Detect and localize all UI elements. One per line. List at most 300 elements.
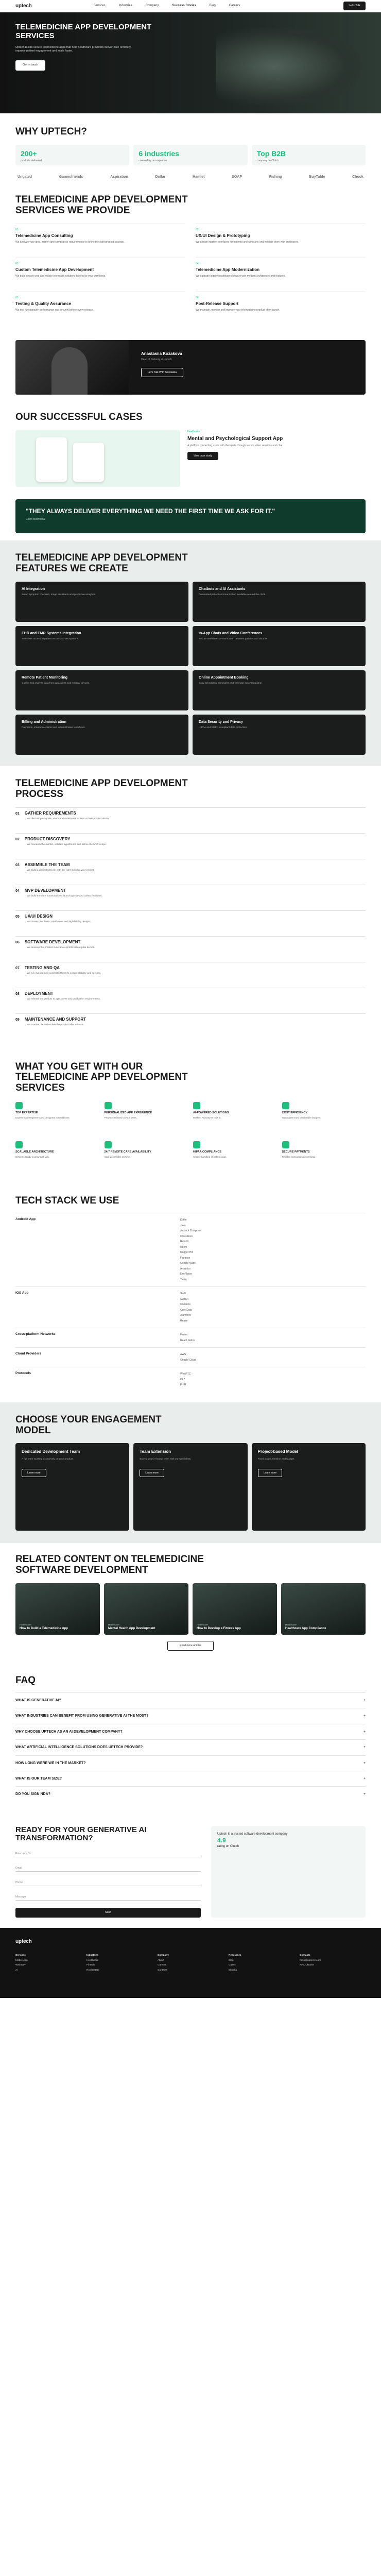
- tech-item: Coroutines: [180, 1234, 193, 1238]
- feature-card: [15, 670, 188, 710]
- stat-label: covered by our expertise: [138, 159, 167, 162]
- trust-panel: [211, 1826, 366, 1918]
- benefit-icon: [105, 1102, 112, 1109]
- engagement-model-section: [0, 1402, 381, 1544]
- footer-link[interactable]: AI: [15, 1969, 18, 1972]
- phone-field[interactable]: Phone: [15, 1875, 201, 1886]
- hero-subtitle: Uptech builds secure telemedicine apps that help healthcare providers deliver care remotely, improve patient engagement and scale faster.: [15, 45, 131, 53]
- case-image: [15, 430, 180, 487]
- faq-question: WHY CHOOSE UPTECH AS AN AI DEVELOPMENT COMPANY?: [15, 1730, 123, 1734]
- footer-heading: Services: [15, 1954, 26, 1957]
- footer-logo[interactable]: uptech: [15, 1938, 32, 1944]
- footer-link[interactable]: hello@uptech.team: [300, 1959, 321, 1962]
- client-logo: Dollar: [155, 175, 166, 179]
- tech-item: WebRTC: [180, 1372, 191, 1376]
- plus-icon: +: [363, 1792, 366, 1797]
- step-desc: We build the core functionality to launch quickly and collect feedback.: [27, 895, 103, 898]
- step-number: 05: [15, 914, 20, 919]
- step-desc: We build a dedicated team with the right skills for your project.: [27, 869, 95, 872]
- stat-card: [252, 145, 366, 165]
- footer-link[interactable]: Fintech: [86, 1964, 95, 1967]
- step-title: SOFTWARE DEVELOPMENT: [24, 939, 81, 944]
- service-number: 05: [15, 296, 19, 300]
- service-desc: We test functionality, performance and security before every release.: [15, 308, 94, 312]
- stat-label: products delivered: [21, 159, 42, 162]
- feature-title: Data Security and Privacy: [199, 720, 243, 724]
- client-logo: Ungated: [18, 175, 32, 179]
- benefit-icon: [282, 1141, 289, 1148]
- service-item: [196, 258, 366, 292]
- step-number: 08: [15, 992, 20, 996]
- model-card: [252, 1443, 366, 1531]
- footer-link[interactable]: Web Dev: [15, 1964, 26, 1967]
- tech-item: Dagger Hilt: [180, 1251, 194, 1255]
- tech-items: [180, 1371, 190, 1388]
- article-tag: Healthcare: [197, 1623, 208, 1626]
- faq-item[interactable]: [15, 1771, 366, 1786]
- benefit-item: [15, 1102, 99, 1136]
- related-title: RELATED CONTENT ON TELEMEDICINE SOFTWARE DEVELOPMENT: [15, 1554, 204, 1576]
- why-section: [0, 113, 381, 184]
- service-number: 04: [196, 262, 199, 266]
- benefit-icon: [15, 1102, 23, 1109]
- article-title: Mental Health App Development: [108, 1627, 155, 1631]
- step-title: UX/UI DESIGN: [24, 913, 53, 919]
- step-desc: We develop the product in iterative sprints with regular demos.: [27, 946, 95, 950]
- feature-title: Remote Patient Monitoring: [22, 675, 68, 680]
- article-card[interactable]: [104, 1583, 188, 1635]
- tech-row: [15, 1286, 366, 1328]
- client-logo: SOAP: [232, 175, 243, 179]
- trust-title: Uptech is a trusted software development company: [217, 1832, 288, 1836]
- benefit-title: SCALABLE ARCHITECTURE: [15, 1150, 54, 1154]
- model-grid: [15, 1443, 366, 1531]
- client-logo: BuyTable: [309, 175, 325, 179]
- feature-title: EHR and EMR Systems Integration: [22, 631, 81, 635]
- article-title: Healthcare App Compliance: [285, 1627, 326, 1631]
- case-card[interactable]: [15, 430, 366, 487]
- trust-stat-label: rating on Clutch: [217, 1845, 239, 1849]
- tech-item: Combine: [180, 1303, 191, 1307]
- benefit-title: TOP EXPERTISE: [15, 1111, 38, 1115]
- footer-link[interactable]: Careers: [158, 1964, 167, 1967]
- logo[interactable]: uptech: [15, 3, 32, 9]
- benefit-title: PERSONALIZED APP EXPERIENCE: [104, 1111, 152, 1115]
- footer-link[interactable]: Contacts: [158, 1969, 167, 1972]
- step-desc: We run manual and automated tests to ensure stability and security.: [27, 972, 101, 975]
- article-title: How to Develop a Fitness App: [197, 1627, 241, 1631]
- tech-title: TECH STACK WE USE: [15, 1195, 119, 1207]
- tech-item: Realm: [180, 1319, 188, 1323]
- feature-card: [193, 670, 366, 710]
- tech-item: Jetpack Compose: [180, 1229, 201, 1233]
- step-desc: We monitor, fix and evolve the product after release.: [27, 1024, 84, 1027]
- service-item: [196, 224, 366, 258]
- stat-value: 200+: [21, 149, 37, 158]
- tech-item: ExoPlayer: [180, 1273, 192, 1276]
- benefit-item: [193, 1141, 277, 1175]
- features-grid: [15, 582, 366, 755]
- footer-column: [158, 1953, 223, 1973]
- feature-title: Chatbots and AI Assistants: [199, 587, 246, 591]
- tech-row: [15, 1367, 366, 1392]
- step-number: 04: [15, 889, 20, 893]
- talk-with-expert-button[interactable]: Let's Talk With Anastasiia: [141, 368, 183, 378]
- faq-question: WHAT ARTIFICIAL INTELLIGENCE SOLUTIONS DOES UPTECH PROVIDE?: [15, 1745, 143, 1750]
- feature-title: AI Integration: [22, 587, 45, 591]
- stat-card: [15, 145, 129, 165]
- step-title: MAINTENANCE AND SUPPORT: [24, 1016, 86, 1022]
- process-title: TELEMEDICINE APP DEVELOPMENT PROCESS: [15, 777, 188, 800]
- nav-item[interactable]: Success Stories: [172, 4, 196, 8]
- service-desc: We maintain, monitor and improve your telemedicine product after launch.: [196, 308, 280, 312]
- feature-desc: Easy scheduling, reminders and calendar synchronization.: [199, 682, 263, 685]
- tech-item: Google Cloud: [180, 1358, 196, 1362]
- step-desc: We create user flows, wireframes and high-fidelity designs.: [27, 921, 91, 924]
- article-card[interactable]: [281, 1583, 366, 1635]
- case-title: Mental and Psychological Support App: [187, 435, 283, 442]
- article-card[interactable]: [15, 1583, 100, 1635]
- feature-desc: Payments, insurance claims and administrative workflows.: [22, 726, 85, 730]
- footer-column: [15, 1953, 81, 1973]
- faq-item[interactable]: [15, 1692, 366, 1708]
- feature-card: [193, 626, 366, 666]
- step-title: ASSEMBLE THE TEAM: [24, 862, 70, 867]
- service-title: Custom Telemedicine App Development: [15, 267, 94, 272]
- benefit-icon: [193, 1102, 200, 1109]
- benefits-grid: [15, 1102, 366, 1175]
- faq-question: WHAT INDUSTRIES CAN BENEFIT FROM USING GENERATIVE AI THE MOST?: [15, 1714, 149, 1718]
- benefit-title: SECURE PAYMENTS: [282, 1150, 310, 1154]
- service-title: UX/UI Design & Prototyping: [196, 233, 250, 238]
- footer-column: [229, 1953, 295, 1973]
- benefit-icon: [105, 1141, 112, 1148]
- tech-items: [180, 1291, 192, 1324]
- model-learn-more-button[interactable]: Learn more: [22, 1469, 46, 1478]
- model-learn-more-button[interactable]: Learn more: [140, 1469, 164, 1478]
- process-step: [15, 1013, 366, 1039]
- feature-title: Online Appointment Booking: [199, 675, 249, 680]
- stat-value: 6 industries: [138, 149, 179, 158]
- model-card: [15, 1443, 129, 1531]
- benefit-item: [193, 1102, 277, 1136]
- model-desc: A full team working exclusively on your product.: [22, 1458, 74, 1461]
- nav-item[interactable]: Careers: [229, 4, 240, 8]
- step-number: 09: [15, 1018, 20, 1022]
- nav-item[interactable]: Blog: [209, 4, 216, 8]
- benefit-icon: [193, 1141, 200, 1148]
- model-desc: Extend your in-house team with our specialists.: [140, 1458, 192, 1461]
- tech-stack-section: [0, 1185, 381, 1402]
- contact-title: READY FOR YOUR GENERATIVE AI TRANSFORMATION?: [15, 1825, 147, 1843]
- tech-item: React Native: [180, 1338, 195, 1342]
- benefit-item: [282, 1141, 366, 1175]
- footer-link[interactable]: About: [158, 1959, 164, 1962]
- tech-item: FHIR: [180, 1383, 186, 1387]
- case-desc: A platform connecting users with therapists through secure video sessions and chat.: [187, 444, 283, 447]
- benefit-desc: Reliable transaction processing.: [282, 1155, 316, 1158]
- model-title: CHOOSE YOUR ENGAGEMENT MODEL: [15, 1414, 162, 1436]
- article-tag: Healthcare: [108, 1623, 119, 1626]
- cases-section: [0, 399, 381, 492]
- footer-link[interactable]: Mobile App: [15, 1959, 28, 1962]
- feature-desc: Smart symptom checkers, triage assistants and predictive analytics.: [22, 594, 96, 597]
- client-logo: Chook: [352, 175, 363, 179]
- features-title: TELEMEDICINE APP DEVELOPMENT FEATURES WE CREATE: [15, 552, 188, 574]
- testimonial-banner: [15, 499, 366, 533]
- article-tag: Healthcare: [285, 1623, 297, 1626]
- model-title: Dedicated Development Team: [22, 1449, 80, 1454]
- step-number: 01: [15, 811, 20, 816]
- tech-row: [15, 1213, 366, 1286]
- footer-link[interactable]: Real Estate: [86, 1969, 99, 1972]
- benefit-title: 24/7 REMOTE CARE AVAILABILITY: [104, 1150, 151, 1154]
- step-number: 06: [15, 940, 20, 944]
- benefit-icon: [15, 1141, 23, 1148]
- model-learn-more-button[interactable]: Learn more: [258, 1469, 283, 1478]
- benefit-title: COST EFFICIENCY: [282, 1111, 308, 1115]
- service-item: [196, 292, 366, 326]
- cases-title: OUR SUCCESSFUL CASES: [15, 412, 143, 423]
- tech-label: Android App: [15, 1217, 36, 1222]
- client-logos: [15, 175, 366, 179]
- faq-item[interactable]: [15, 1708, 366, 1723]
- benefit-desc: Systems ready to grow with you.: [15, 1155, 50, 1158]
- step-title: TESTING AND QA: [24, 965, 60, 970]
- tech-item: Kotlin: [180, 1218, 187, 1222]
- client-logo: Aspiration: [110, 175, 128, 179]
- service-desc: We build secure web and mobile telehealth solutions tailored to your workflows.: [15, 274, 106, 278]
- read-more-button[interactable]: Read more articles: [167, 1641, 214, 1651]
- testimonial-text: "THEY ALWAYS DELIVER EVERYTHING WE NEED THE FIRST TIME WE ASK FOR IT.": [26, 507, 275, 515]
- tech-row: [15, 1347, 366, 1367]
- benefits-title: WHAT YOU GET WITH OUR TELEMEDICINE APP DEVELOPMENT SERVICES: [15, 1061, 188, 1094]
- message-field[interactable]: Message: [15, 1889, 201, 1901]
- feature-desc: HIPAA and GDPR compliant data protection.: [199, 726, 248, 730]
- article-title: How to Build a Telemedicine App: [20, 1627, 68, 1631]
- feature-desc: Collect and analyze data from wearables and medical devices.: [22, 682, 90, 685]
- hero-section: [0, 12, 381, 113]
- site-header: [0, 0, 381, 12]
- plus-icon: +: [363, 1777, 366, 1781]
- submit-button[interactable]: Send: [15, 1908, 201, 1918]
- process-step: [15, 910, 366, 936]
- footer-link[interactable]: Cases: [229, 1964, 236, 1967]
- model-title: Project-based Model: [257, 1449, 298, 1454]
- stat-value: Top B2B: [256, 149, 286, 158]
- faq-question: DO YOU SIGN NDA?: [15, 1792, 50, 1797]
- benefit-item: [282, 1102, 366, 1136]
- tech-label: iOS App: [15, 1291, 29, 1295]
- service-desc: We design intuitive interfaces for patients and clinicians and validate them with prototypes.: [196, 240, 299, 244]
- process-section: [0, 766, 381, 1052]
- tech-item: Flutter: [180, 1333, 188, 1337]
- tech-item: Java: [180, 1224, 186, 1227]
- footer-link[interactable]: Kyiv, Ukraine: [300, 1964, 314, 1967]
- benefit-item: [105, 1141, 188, 1175]
- related-grid: [15, 1583, 366, 1635]
- process-step: [15, 962, 366, 988]
- case-tag: Healthcare: [187, 430, 200, 433]
- service-title: Post-Release Support: [196, 301, 239, 306]
- services-grid: [15, 224, 366, 326]
- site-footer: [0, 1928, 381, 1998]
- feature-card: [15, 626, 188, 666]
- lets-talk-button[interactable]: Let's Talk: [343, 2, 366, 10]
- name-field[interactable]: Enter as a Biz: [15, 1846, 201, 1857]
- tech-items: [180, 1352, 196, 1363]
- footer-link[interactable]: Ebooks: [229, 1969, 237, 1972]
- stat-card: [133, 145, 247, 165]
- tech-item: Room: [180, 1245, 187, 1249]
- nav-item[interactable]: Industries: [118, 4, 132, 8]
- service-title: Telemedicine App Modernization: [196, 267, 260, 272]
- step-desc: We discuss your goals, users and constraints to form a clear product vision.: [27, 818, 110, 821]
- main-nav: [94, 4, 240, 8]
- services-section: [0, 184, 381, 336]
- plus-icon: +: [363, 1761, 366, 1765]
- tech-item: Analytics: [180, 1267, 191, 1270]
- step-title: DEPLOYMENT: [24, 991, 54, 996]
- benefit-desc: Products tailored to your users.: [104, 1116, 137, 1119]
- feature-card: [15, 582, 188, 622]
- stats-grid: [15, 145, 366, 165]
- faq-question: WHAT IS GENERATIVE AI?: [15, 1698, 61, 1702]
- feature-desc: Secure real-time communication between patients and doctors.: [199, 638, 268, 641]
- faq-section: [0, 1662, 381, 1816]
- stat-label: company on Clutch: [256, 159, 279, 162]
- feature-desc: Seamless access to patient records across systems.: [22, 638, 79, 641]
- feature-title: In-App Chats and Video Conferences: [199, 631, 263, 635]
- tech-row: [15, 1328, 366, 1347]
- footer-column: [300, 1953, 366, 1973]
- service-desc: We upgrade legacy healthcare software with modern architecture and features.: [196, 274, 286, 278]
- faq-title: FAQ: [15, 1674, 36, 1686]
- service-item: [15, 258, 185, 292]
- service-title: Telemedicine App Consulting: [15, 233, 73, 238]
- plus-icon: +: [363, 1714, 366, 1718]
- tech-label: Cloud Providers: [15, 1352, 42, 1356]
- why-title: WHY UPTECH?: [15, 126, 87, 137]
- step-number: 07: [15, 966, 20, 970]
- benefits-section: [0, 1052, 381, 1186]
- service-desc: We analyze your idea, market and compliance requirements to define the right product strategy.: [15, 240, 125, 244]
- footer-heading: Contacts: [300, 1954, 310, 1957]
- related-content-section: [0, 1543, 381, 1662]
- contact-section: [0, 1816, 381, 1928]
- plus-icon: +: [363, 1698, 366, 1702]
- tech-item: AWS: [180, 1353, 186, 1357]
- footer-link[interactable]: Blog: [229, 1959, 234, 1962]
- plus-icon: +: [363, 1745, 366, 1750]
- step-title: MVP DEVELOPMENT: [24, 888, 66, 893]
- hero-cta-button[interactable]: Get in touch: [15, 60, 45, 70]
- tech-item: Core Data: [180, 1308, 192, 1312]
- benefit-item: [15, 1141, 99, 1175]
- tech-item: Google Maps: [180, 1262, 196, 1265]
- footer-heading: Industries: [86, 1954, 98, 1957]
- tech-label: Cross-platform Networks: [15, 1332, 56, 1336]
- tech-label: Protocols: [15, 1371, 31, 1376]
- step-number: 03: [15, 863, 20, 867]
- expert-role: Head of Delivery at Uptech: [141, 358, 172, 361]
- model-desc: Fixed scope, timeline and budget.: [257, 1458, 295, 1461]
- tech-items: [180, 1217, 201, 1282]
- step-title: PRODUCT DISCOVERY: [24, 836, 71, 841]
- process-step: [15, 833, 366, 859]
- email-field[interactable]: Email: [15, 1860, 201, 1872]
- plus-icon: +: [363, 1730, 366, 1734]
- nav-item[interactable]: Company: [145, 4, 159, 8]
- benefit-item: [105, 1102, 188, 1136]
- tech-item: Swift: [180, 1292, 186, 1296]
- expert-photo: [15, 340, 129, 395]
- step-desc: We release the product to app stores and production environments.: [27, 998, 101, 1001]
- tech-items: [180, 1332, 195, 1343]
- article-card[interactable]: [193, 1583, 277, 1635]
- benefit-desc: Modern AI features built in.: [193, 1116, 221, 1119]
- benefit-desc: Care accessible anytime.: [104, 1155, 131, 1158]
- benefit-desc: Secure handling of patient data.: [193, 1155, 227, 1158]
- step-desc: We research the market, validate hypotheses and define the MVP scope.: [27, 843, 107, 846]
- nav-item[interactable]: Services: [93, 4, 106, 8]
- benefit-title: HIPAA COMPLIANCE: [193, 1150, 221, 1154]
- trust-stat: 4.9: [217, 1836, 226, 1844]
- feature-desc: Automated patient communication available around the clock.: [199, 594, 266, 597]
- expert-banner: [15, 340, 366, 395]
- services-title: TELEMEDICINE APP DEVELOPMENT SERVICES WE PROVIDE: [15, 194, 188, 216]
- benefit-desc: Transparent and predictable budgets.: [282, 1116, 321, 1119]
- tech-item: Alamofire: [180, 1314, 192, 1317]
- faq-item[interactable]: [15, 1724, 366, 1739]
- service-number: 02: [196, 228, 199, 232]
- footer-heading: Company: [158, 1954, 169, 1957]
- footer-column: [86, 1953, 152, 1973]
- features-section: [0, 540, 381, 766]
- process-step: [15, 859, 366, 885]
- service-number: 01: [15, 228, 19, 232]
- tech-item: SwiftUI: [180, 1297, 188, 1301]
- footer-columns: [15, 1953, 366, 1973]
- faq-item[interactable]: [15, 1786, 366, 1802]
- service-title: Testing & Quality Assurance: [15, 301, 72, 306]
- client-logo: Gamesfriends: [59, 175, 83, 179]
- feature-card: [193, 582, 366, 622]
- footer-heading: Resources: [229, 1954, 241, 1957]
- service-item: [15, 224, 185, 258]
- view-case-button[interactable]: View case study: [187, 452, 218, 461]
- step-number: 02: [15, 837, 20, 841]
- process-step: [15, 885, 366, 910]
- faq-item[interactable]: [15, 1739, 366, 1755]
- feature-card: [193, 715, 366, 755]
- faq-item[interactable]: [15, 1755, 366, 1771]
- service-number: 03: [15, 262, 19, 266]
- faq-question: WHAT IS OUR TEAM SIZE?: [15, 1777, 62, 1781]
- process-step: [15, 936, 366, 962]
- feature-title: Billing and Administration: [22, 720, 66, 724]
- tech-item: Retrofit: [180, 1240, 189, 1244]
- expert-name: Anastasiia Kozakova: [141, 351, 182, 357]
- footer-link[interactable]: Healthcare: [86, 1959, 99, 1962]
- tech-item: HL7: [180, 1378, 185, 1381]
- hero-title: TELEMEDICINE APP DEVELOPMENT SERVICES: [15, 23, 152, 41]
- client-logo: Fishing: [269, 175, 282, 179]
- model-title: Team Extension: [140, 1449, 171, 1454]
- client-logo: Hamlet: [193, 175, 205, 179]
- service-item: [15, 292, 185, 326]
- faq-question: HOW LONG WERE WE IN THE MARKET?: [15, 1761, 86, 1765]
